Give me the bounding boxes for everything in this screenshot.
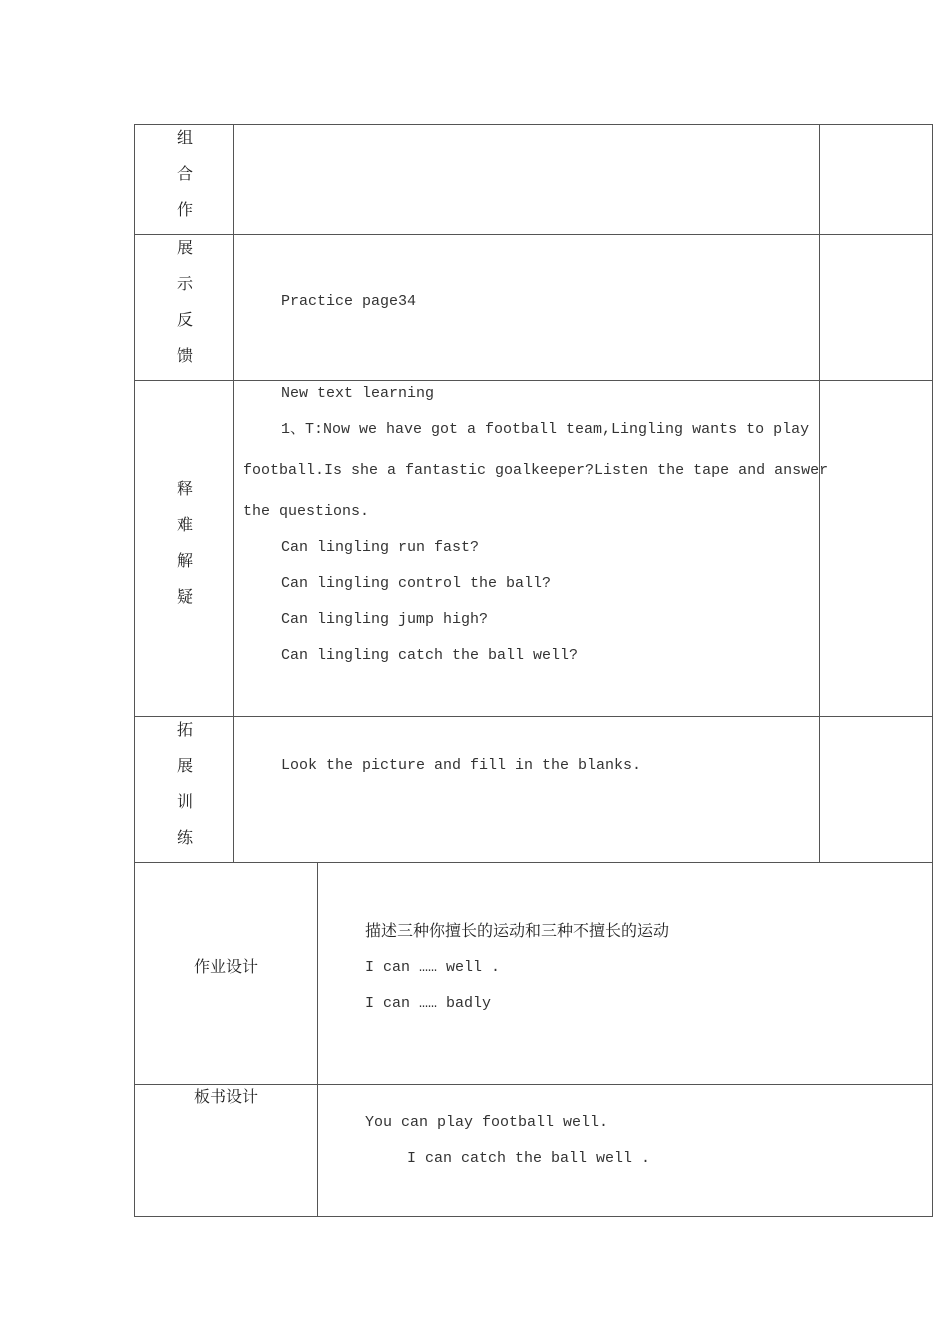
question-item: Can lingling run fast?	[281, 539, 480, 556]
row-divider	[134, 234, 933, 235]
row-divider	[134, 380, 933, 381]
board-line: You can play football well.	[365, 1114, 609, 1131]
column-divider	[233, 124, 234, 862]
difficulties-paragraph-line: 1、T:Now we have got a football team,Lingling wants to play	[281, 421, 810, 438]
row-label-difficulties: 释 难 解 疑	[176, 479, 193, 606]
row-divider	[134, 716, 933, 717]
row-divider	[134, 1084, 933, 1085]
question-item: Can lingling jump high?	[281, 611, 489, 628]
column-divider	[819, 124, 820, 862]
question-item: Can lingling control the ball?	[281, 575, 552, 592]
row-label-group-work: 组 合 作	[176, 128, 193, 219]
row-divider	[134, 862, 933, 863]
board-line: I can catch the ball well .	[407, 1150, 651, 1167]
homework-line: I can …… well .	[365, 959, 501, 976]
row-label-extension: 拓 展 训 练	[176, 720, 193, 847]
difficulties-paragraph-line: the questions.	[243, 503, 370, 520]
presentation-content: Practice page34	[281, 293, 417, 310]
homework-line: I can …… badly	[365, 995, 492, 1012]
row-label-homework: 作业设计	[194, 957, 259, 976]
column-divider	[317, 862, 318, 1217]
row-label-presentation: 展 示 反 馈	[176, 238, 193, 365]
lesson-plan-table	[134, 124, 933, 1217]
homework-instruction: 描述三种你擅长的运动和三种不擅长的运动	[365, 921, 670, 940]
question-item: Can lingling catch the ball well?	[281, 647, 579, 664]
difficulties-heading: New text learning	[281, 385, 435, 402]
difficulties-paragraph-line: football.Is she a fantastic goalkeeper?Listen the tape and answer	[243, 462, 829, 479]
extension-content: Look the picture and fill in the blanks.	[281, 757, 642, 774]
row-label-board: 板书设计	[194, 1087, 259, 1106]
